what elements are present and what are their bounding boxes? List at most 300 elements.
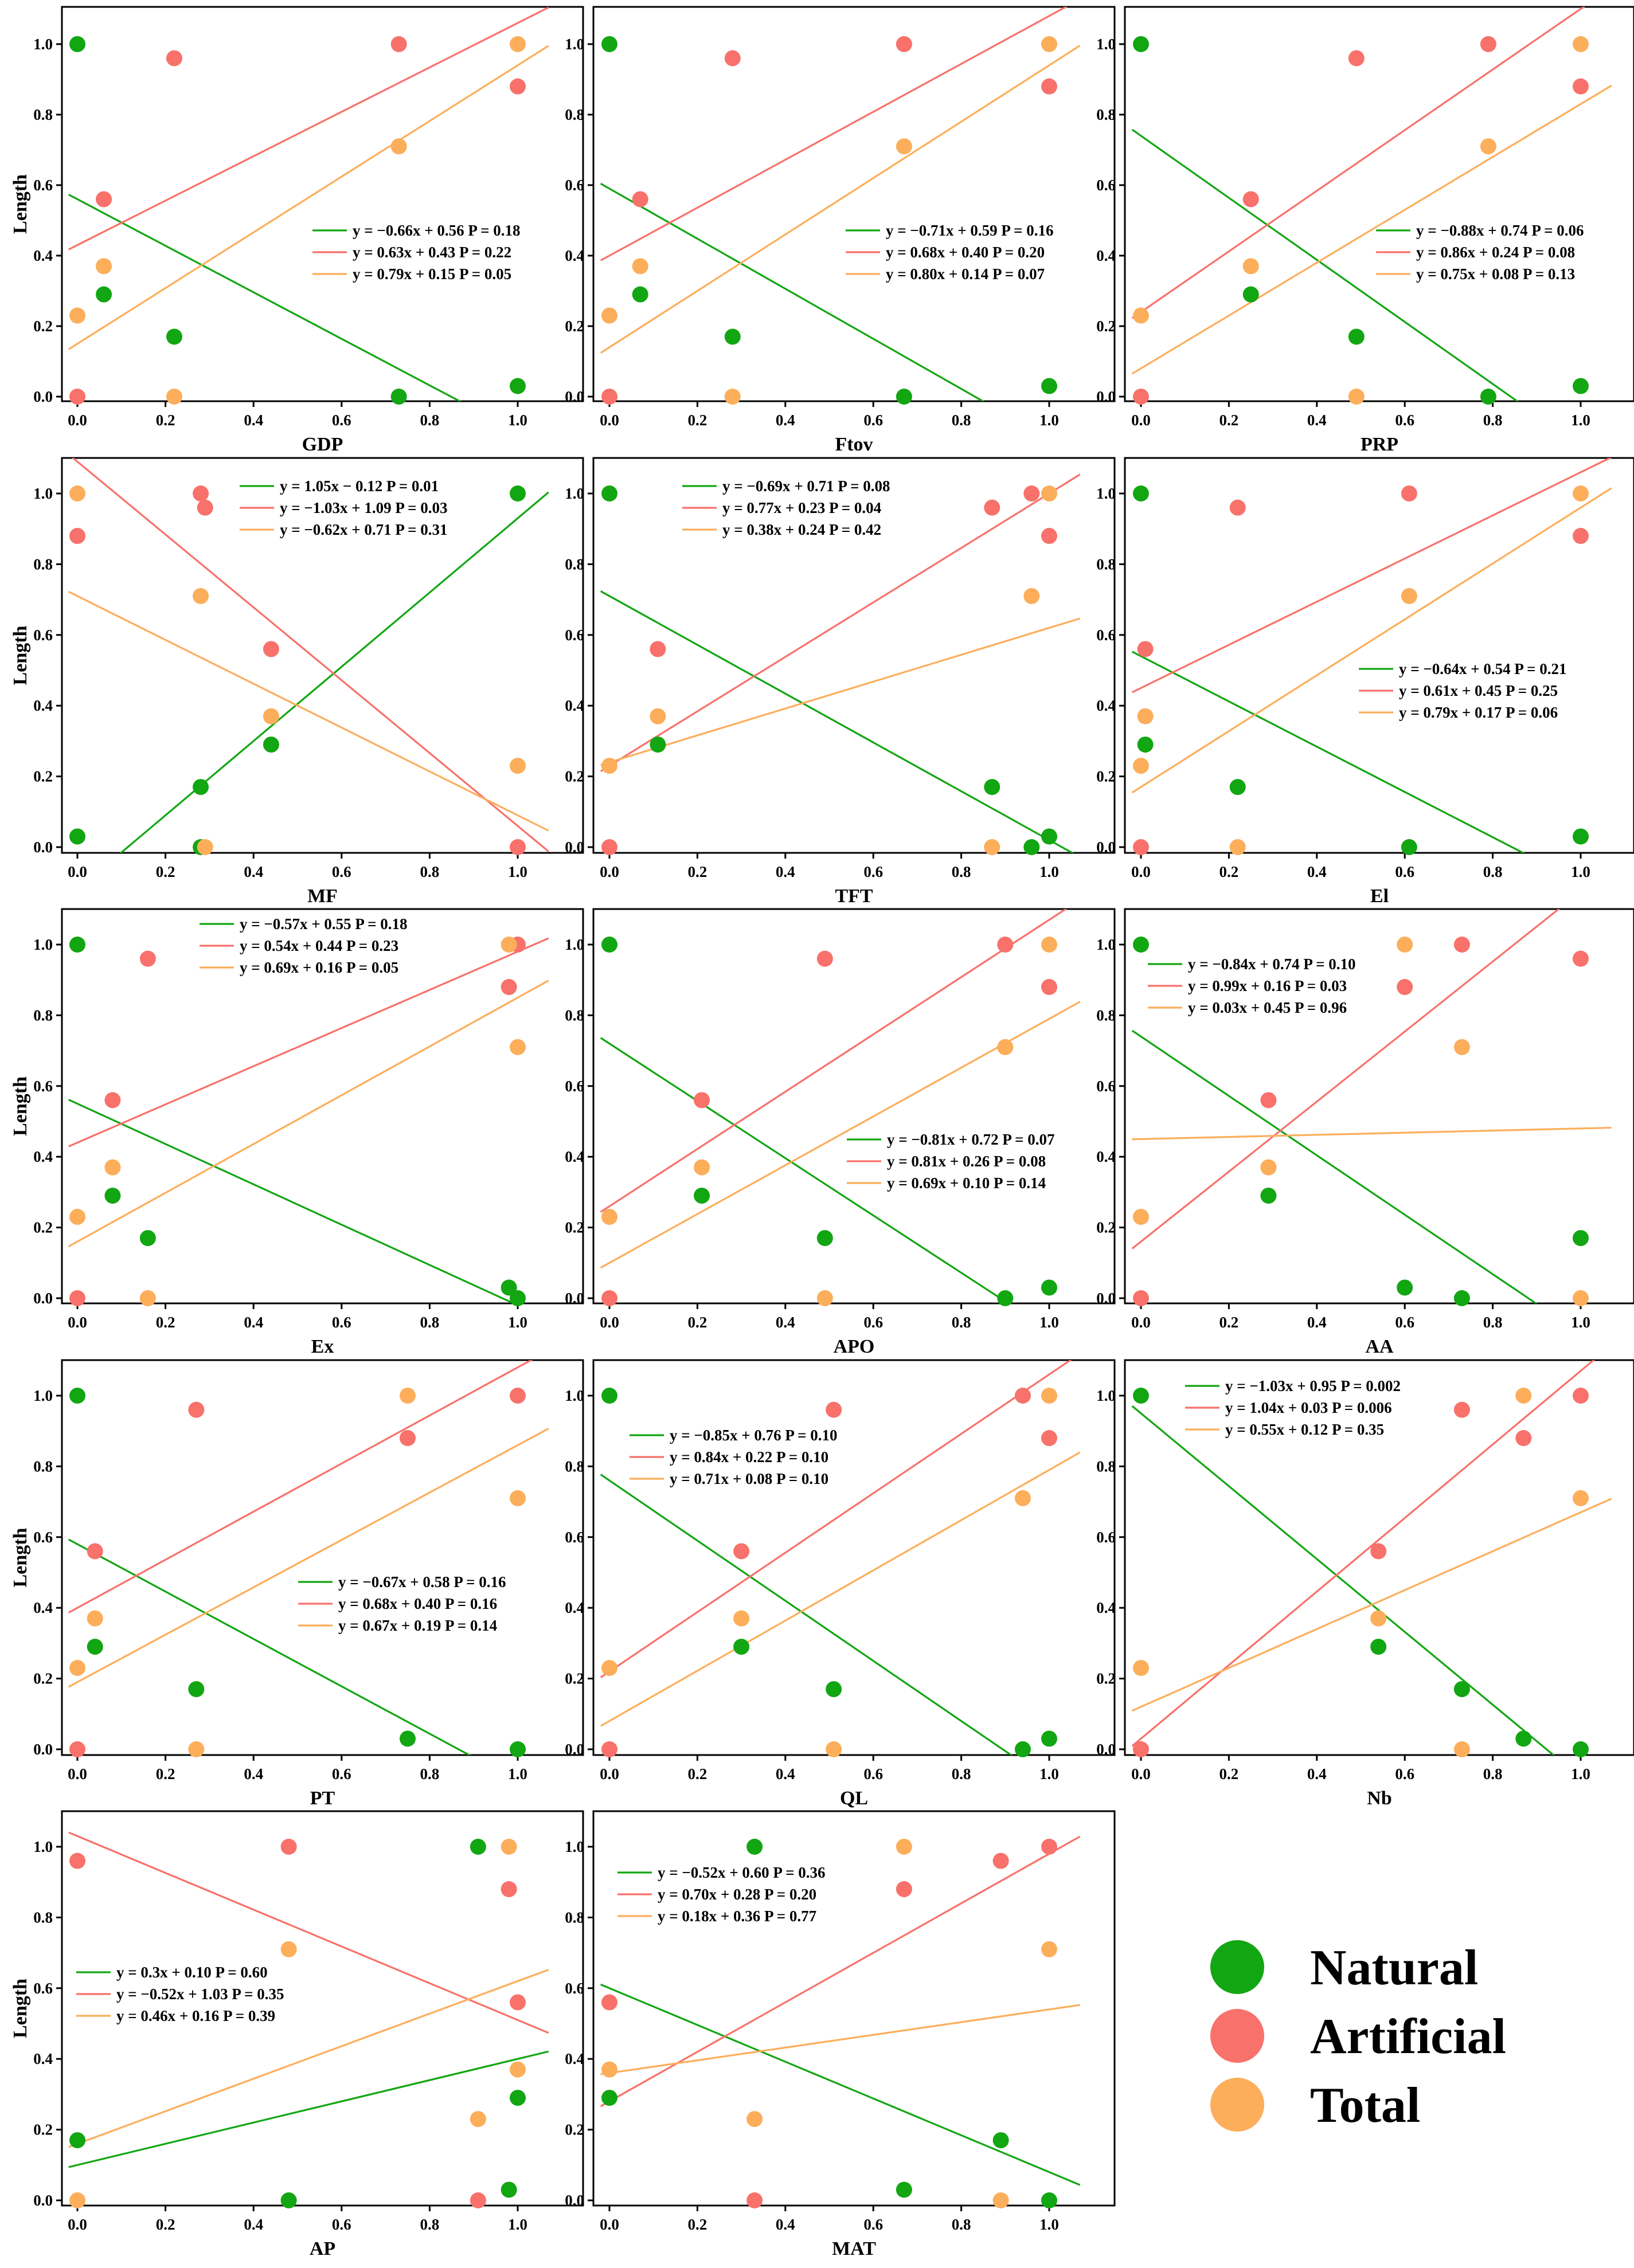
x-tick-label: 0.6 (331, 412, 351, 429)
point-artificial (1015, 1388, 1031, 1404)
y-tick-label: 0.2 (33, 2121, 53, 2138)
equation-artificial: y = 1.04x + 0.03 P = 0.006 (1225, 1399, 1392, 1416)
equation-total: y = 0.55x + 0.12 P = 0.35 (1225, 1421, 1385, 1438)
point-total (69, 485, 85, 502)
point-natural (140, 1230, 156, 1246)
point-total (1260, 1160, 1276, 1176)
fit-line-natural (601, 591, 1080, 857)
x-tick-label: 0.2 (1219, 1765, 1239, 1783)
fit-lines (601, 900, 1080, 1350)
axes-frame (62, 1360, 583, 1755)
equation-natural: y = −0.88x + 0.74 P = 0.06 (1416, 222, 1584, 239)
point-natural (263, 737, 279, 753)
point-artificial (1573, 79, 1589, 95)
x-tick-label: 0.6 (1395, 863, 1415, 880)
point-natural (1137, 737, 1154, 753)
point-artificial (1133, 389, 1149, 405)
point-total (1041, 1388, 1057, 1404)
point-total (694, 1160, 710, 1176)
point-natural (1023, 839, 1039, 855)
panel-ql (565, 1354, 1115, 1809)
point-natural (501, 2181, 517, 2198)
point-natural (1573, 378, 1589, 394)
point-natural (1133, 485, 1149, 502)
y-tick-label: 1.0 (565, 936, 584, 953)
y-tick-label: 0.6 (1096, 1528, 1116, 1546)
panel-aa (1096, 867, 1634, 1357)
point-natural (896, 389, 912, 405)
x-tick-label: 0.8 (420, 1314, 440, 1331)
x-tick-label: 0.6 (1395, 412, 1415, 429)
panel-mf (10, 455, 583, 907)
y-tick-label: 0.0 (33, 388, 53, 405)
point-total (188, 1741, 204, 1757)
x-tick-label: 0.8 (951, 2216, 971, 2233)
point-artificial (1133, 1741, 1149, 1757)
x-tick-label: 0.8 (951, 1765, 971, 1783)
fit-line-total (69, 981, 549, 1247)
panel-mat (565, 1811, 1115, 2259)
x-tick-label: 0.6 (331, 1765, 351, 1783)
point-natural (601, 937, 617, 953)
x-axis-label: QL (839, 1788, 869, 1809)
fit-line-total (1132, 488, 1612, 793)
fit-line-natural (69, 492, 549, 897)
x-tick-label: 0.8 (1483, 1314, 1503, 1331)
point-artificial (817, 951, 833, 967)
y-tick-label: 0.8 (565, 106, 584, 123)
x-tick-label: 0.0 (600, 2216, 619, 2233)
y-tick-label: 1.0 (565, 485, 584, 502)
point-artificial (650, 641, 666, 657)
point-natural (601, 2090, 617, 2106)
point-artificial (1133, 839, 1149, 855)
point-natural (69, 937, 85, 953)
point-total (1573, 1290, 1589, 1306)
panels (10, 0, 1634, 2259)
point-total (1515, 1388, 1531, 1404)
point-artificial (104, 1092, 120, 1108)
point-total (87, 1611, 103, 1627)
y-tick-label: 1.0 (565, 36, 584, 53)
x-tick-label: 0.8 (951, 863, 971, 880)
equation-artificial: y = 0.68x + 0.40 P = 0.20 (886, 244, 1045, 261)
point-total (1454, 1039, 1470, 1055)
equation-total: y = 0.80x + 0.14 P = 0.07 (886, 265, 1045, 283)
x-tick-label: 0.8 (1483, 1765, 1503, 1783)
fit-line-artificial (69, 7, 549, 249)
panel-tft (565, 458, 1115, 907)
point-total (601, 1660, 617, 1676)
y-tick-label: 0.6 (33, 1077, 53, 1095)
x-tick-label: 0.8 (1483, 412, 1503, 429)
point-natural (281, 2192, 297, 2208)
point-artificial (896, 36, 912, 52)
x-tick-label: 0.4 (244, 1314, 264, 1331)
point-artificial (510, 1994, 526, 2010)
x-tick-label: 0.2 (155, 1314, 175, 1331)
axes-frame (593, 909, 1115, 1303)
y-tick-label: 0.4 (33, 2050, 53, 2068)
point-total (993, 2192, 1009, 2208)
y-tick-label: 0.8 (565, 1909, 584, 1926)
y-tick-label: 0.8 (565, 555, 584, 573)
point-natural (1041, 1279, 1057, 1295)
equation-artificial: y = 0.70x + 0.28 P = 0.20 (658, 1886, 817, 1903)
point-artificial (1480, 36, 1496, 52)
y-tick-label: 1.0 (33, 485, 53, 502)
y-tick-label: 0.2 (1096, 318, 1116, 335)
point-natural (1348, 328, 1365, 344)
x-tick-label: 0.2 (1219, 412, 1239, 429)
point-natural (997, 1290, 1013, 1306)
x-tick-label: 0.2 (687, 1314, 707, 1331)
x-tick-label: 1.0 (1571, 1314, 1590, 1331)
x-tick-label: 1.0 (508, 412, 527, 429)
equation-natural: y = −0.84x + 0.74 P = 0.10 (1188, 955, 1356, 973)
y-tick-label: 0.4 (565, 697, 584, 715)
fit-lines (69, 938, 549, 1319)
point-total (501, 1839, 517, 1855)
point-total (1133, 308, 1149, 324)
equation-total: y = 0.69x + 0.16 P = 0.05 (240, 959, 399, 976)
x-tick-label: 0.0 (68, 2216, 87, 2233)
x-tick-label: 0.4 (244, 1765, 264, 1783)
x-tick-label: 0.2 (687, 863, 707, 880)
point-total (896, 1839, 912, 1855)
point-artificial (69, 389, 85, 405)
fit-line-artificial (601, 1354, 1080, 1678)
x-axis-label: MF (307, 886, 338, 907)
point-artificial (1023, 485, 1039, 502)
x-tick-label: 1.0 (508, 1314, 527, 1331)
y-tick-label: 0.4 (33, 1599, 53, 1617)
point-natural (1480, 389, 1496, 405)
y-tick-label: 0.4 (1096, 247, 1116, 264)
point-total (1041, 1941, 1057, 1957)
equation-total: y = 0.46x + 0.16 P = 0.39 (116, 2007, 276, 2024)
y-tick-label: 0.0 (33, 839, 53, 856)
x-tick-label: 0.0 (600, 1314, 619, 1331)
point-total (746, 2111, 763, 2127)
point-total (725, 389, 741, 405)
point-total (826, 1741, 842, 1757)
fit-line-artificial (601, 475, 1080, 771)
x-tick-label: 0.6 (1395, 1314, 1415, 1331)
equation-artificial: y = 0.77x + 0.23 P = 0.04 (722, 499, 882, 516)
y-tick-label: 0.8 (1096, 555, 1116, 573)
equation-total: y = 0.38x + 0.24 P = 0.42 (722, 521, 882, 538)
y-axis-label: Length (10, 1979, 31, 2038)
x-tick-label: 1.0 (508, 1765, 527, 1783)
point-natural (188, 1681, 204, 1697)
point-natural (87, 1639, 103, 1655)
x-tick-label: 0.8 (951, 1314, 971, 1331)
x-tick-label: 0.2 (155, 1765, 175, 1783)
point-artificial (69, 1741, 85, 1757)
equation-natural: y = −0.52x + 0.60 P = 0.36 (658, 1864, 826, 1881)
point-artificial (69, 528, 85, 544)
point-total (510, 2062, 526, 2078)
point-natural (601, 1388, 617, 1404)
point-total (1137, 708, 1154, 724)
point-artificial (1041, 1839, 1057, 1855)
x-tick-label: 0.0 (1131, 1314, 1151, 1331)
x-tick-label: 0.4 (1307, 1314, 1327, 1331)
y-tick-label: 0.0 (33, 2192, 53, 2209)
x-tick-label: 0.2 (687, 1765, 707, 1783)
point-artificial (510, 839, 526, 855)
point-artificial (1515, 1430, 1531, 1446)
equation-total: y = 0.75x + 0.08 P = 0.13 (1416, 265, 1576, 283)
x-tick-label: 0.6 (331, 1314, 351, 1331)
y-tick-label: 1.0 (33, 936, 53, 953)
equation-total: y = 0.03x + 0.45 P = 0.96 (1188, 999, 1347, 1016)
x-axis-label: MAT (832, 2238, 876, 2259)
x-tick-label: 0.4 (1307, 863, 1327, 880)
equation-artificial: y = 0.54x + 0.44 P = 0.23 (240, 937, 399, 954)
point-artificial (993, 1853, 1009, 1869)
point-total (1401, 588, 1417, 604)
point-artificial (1041, 528, 1057, 544)
point-natural (1573, 828, 1589, 844)
point-natural (826, 1681, 842, 1697)
panel-prp (1096, 0, 1634, 468)
point-total (69, 2192, 85, 2208)
y-tick-label: 0.6 (1096, 626, 1116, 644)
y-tick-label: 0.6 (33, 177, 53, 194)
y-tick-label: 0.8 (565, 1006, 584, 1024)
equation-artificial: y = 0.84x + 0.22 P = 0.10 (670, 1448, 829, 1466)
y-tick-label: 0.6 (565, 1528, 584, 1546)
x-tick-label: 0.2 (1219, 1314, 1239, 1331)
point-total (166, 389, 182, 405)
point-artificial (1573, 951, 1589, 967)
point-artificial (632, 191, 648, 207)
point-total (1023, 588, 1039, 604)
y-tick-label: 0.0 (1096, 839, 1116, 856)
x-tick-label: 0.4 (244, 412, 264, 429)
y-tick-label: 0.6 (565, 1077, 584, 1095)
point-total (1133, 1209, 1149, 1225)
fit-line-natural (69, 2051, 549, 2167)
point-artificial (1454, 1402, 1470, 1418)
point-total (400, 1388, 416, 1404)
y-tick-label: 1.0 (565, 1838, 584, 1855)
x-tick-label: 0.2 (687, 412, 707, 429)
point-total (1243, 258, 1259, 274)
y-tick-label: 0.0 (1096, 1741, 1116, 1758)
legend-label-natural: Natural (1310, 1940, 1479, 1996)
point-natural (1397, 1279, 1413, 1295)
point-natural (96, 287, 112, 303)
point-artificial (69, 1290, 85, 1306)
point-artificial (87, 1543, 103, 1559)
point-total (1015, 1490, 1031, 1506)
axes-frame (593, 7, 1115, 401)
equation-natural: y = 1.05x − 0.12 P = 0.01 (280, 477, 439, 495)
point-natural (166, 328, 182, 344)
equation-total: y = 0.79x + 0.17 P = 0.06 (1399, 704, 1558, 721)
point-natural (1370, 1639, 1386, 1655)
point-total (391, 138, 407, 154)
x-tick-label: 0.0 (1131, 1765, 1151, 1783)
fit-line-natural (1132, 130, 1612, 468)
equation-natural: y = 0.3x + 0.10 P = 0.60 (116, 1964, 268, 1981)
x-tick-label: 1.0 (1039, 863, 1059, 880)
point-artificial (1041, 1430, 1057, 1446)
x-tick-label: 0.0 (600, 863, 619, 880)
x-tick-label: 0.0 (68, 1314, 87, 1331)
x-axis-label: AA (1365, 1336, 1394, 1357)
point-artificial (725, 50, 741, 66)
point-total (1041, 36, 1057, 52)
point-artificial (96, 191, 112, 207)
x-tick-label: 0.4 (775, 1314, 795, 1331)
equation-total: y = 0.79x + 0.15 P = 0.05 (353, 265, 512, 283)
x-tick-label: 0.6 (331, 863, 351, 880)
x-tick-label: 0.0 (68, 1765, 87, 1783)
point-natural (601, 36, 617, 52)
y-axis-label: Length (10, 1076, 31, 1136)
point-artificial (601, 389, 617, 405)
point-total (104, 1160, 120, 1176)
point-natural (1015, 1741, 1031, 1757)
x-tick-label: 0.8 (420, 412, 440, 429)
y-tick-label: 0.0 (565, 388, 584, 405)
y-tick-label: 1.0 (1096, 1387, 1116, 1404)
axes-frame (1125, 7, 1634, 401)
point-total (193, 588, 209, 604)
y-tick-label: 0.8 (33, 1909, 53, 1926)
point-artificial (69, 1853, 85, 1869)
panel-apo (565, 900, 1115, 1357)
x-axis-label: Nb (1367, 1788, 1392, 1809)
point-artificial (1348, 50, 1365, 66)
point-artificial (984, 500, 1000, 516)
point-artificial (1137, 641, 1154, 657)
point-artificial (193, 485, 209, 502)
fit-lines (601, 1354, 1080, 1803)
x-tick-label: 0.8 (420, 1765, 440, 1783)
x-tick-label: 0.6 (863, 2216, 884, 2233)
point-total (997, 1039, 1013, 1055)
x-tick-label: 0.2 (155, 2216, 175, 2233)
point-natural (69, 36, 85, 52)
point-natural (896, 2181, 912, 2198)
y-tick-label: 0.2 (33, 1670, 53, 1687)
x-axis-label: Ftov (835, 434, 873, 455)
point-total (510, 758, 526, 774)
equation-artificial: y = 0.61x + 0.45 P = 0.25 (1399, 682, 1558, 699)
panel-el (1096, 457, 1634, 907)
point-natural (1573, 1230, 1589, 1246)
point-natural (601, 485, 617, 502)
x-tick-label: 0.4 (1307, 1765, 1327, 1783)
y-tick-label: 0.8 (33, 106, 53, 123)
point-artificial (263, 641, 279, 657)
x-tick-label: 0.6 (863, 412, 884, 429)
x-tick-label: 0.4 (775, 412, 795, 429)
y-tick-label: 1.0 (1096, 485, 1116, 502)
point-natural (993, 2132, 1009, 2148)
y-tick-label: 0.4 (565, 247, 584, 264)
point-natural (400, 1730, 416, 1746)
x-tick-label: 1.0 (508, 2216, 527, 2233)
x-tick-label: 0.0 (68, 863, 87, 880)
y-tick-label: 0.8 (1096, 1006, 1116, 1024)
equation-natural: y = −0.57x + 0.55 P = 0.18 (240, 915, 408, 933)
equation-natural: y = −0.71x + 0.59 P = 0.16 (886, 222, 1054, 239)
point-natural (510, 1741, 526, 1757)
y-tick-label: 0.0 (33, 1290, 53, 1307)
x-tick-label: 0.0 (600, 1765, 619, 1783)
y-tick-label: 0.0 (33, 1741, 53, 1758)
y-tick-label: 0.8 (33, 1006, 53, 1024)
x-tick-label: 1.0 (1039, 2216, 1059, 2233)
y-tick-label: 0.0 (1096, 1290, 1116, 1307)
fit-line-total (1132, 1128, 1612, 1139)
point-natural (69, 828, 85, 844)
y-tick-label: 0.8 (1096, 106, 1116, 123)
fit-lines (1132, 457, 1612, 899)
axes-frame (1125, 458, 1634, 853)
point-total (470, 2111, 486, 2127)
point-artificial (896, 1881, 912, 1897)
point-natural (1243, 287, 1259, 303)
y-tick-label: 1.0 (1096, 936, 1116, 953)
point-artificial (1454, 937, 1470, 953)
panel-gdp (10, 7, 583, 455)
point-total (896, 138, 912, 154)
point-total (1133, 1660, 1149, 1676)
x-tick-label: 0.6 (863, 1314, 884, 1331)
x-tick-label: 0.6 (1395, 1765, 1415, 1783)
point-natural (1573, 1741, 1589, 1757)
point-artificial (1573, 528, 1589, 544)
y-tick-label: 0.0 (565, 1741, 584, 1758)
equation-natural: y = −0.66x + 0.56 P = 0.18 (353, 222, 521, 239)
equation-natural: y = −0.64x + 0.54 P = 0.21 (1399, 660, 1567, 677)
x-tick-label: 0.4 (775, 2216, 795, 2233)
y-tick-label: 0.2 (565, 1219, 584, 1236)
x-tick-label: 1.0 (508, 863, 527, 880)
point-total (1480, 138, 1496, 154)
y-tick-label: 0.2 (1096, 1219, 1116, 1236)
x-tick-label: 0.2 (155, 863, 175, 880)
x-tick-label: 0.0 (1131, 412, 1151, 429)
y-tick-label: 0.0 (565, 839, 584, 856)
fit-line-total (69, 1428, 549, 1687)
x-axis-label: APO (833, 1336, 875, 1357)
fit-line-total (69, 592, 549, 831)
point-artificial (197, 500, 213, 516)
point-artificial (1133, 1290, 1149, 1306)
point-natural (510, 1290, 526, 1306)
equation-total: y = 0.18x + 0.36 P = 0.77 (658, 1907, 817, 1925)
y-tick-label: 0.6 (33, 1528, 53, 1546)
y-tick-label: 1.0 (33, 1838, 53, 1855)
axes-frame (62, 7, 583, 401)
point-artificial (166, 50, 182, 66)
y-tick-label: 1.0 (33, 36, 53, 53)
point-artificial (1041, 979, 1057, 995)
point-artificial (1230, 500, 1246, 516)
fit-line-total (69, 46, 549, 350)
y-tick-label: 0.0 (565, 2192, 584, 2209)
point-natural (193, 779, 209, 795)
y-tick-label: 0.8 (565, 1458, 584, 1475)
